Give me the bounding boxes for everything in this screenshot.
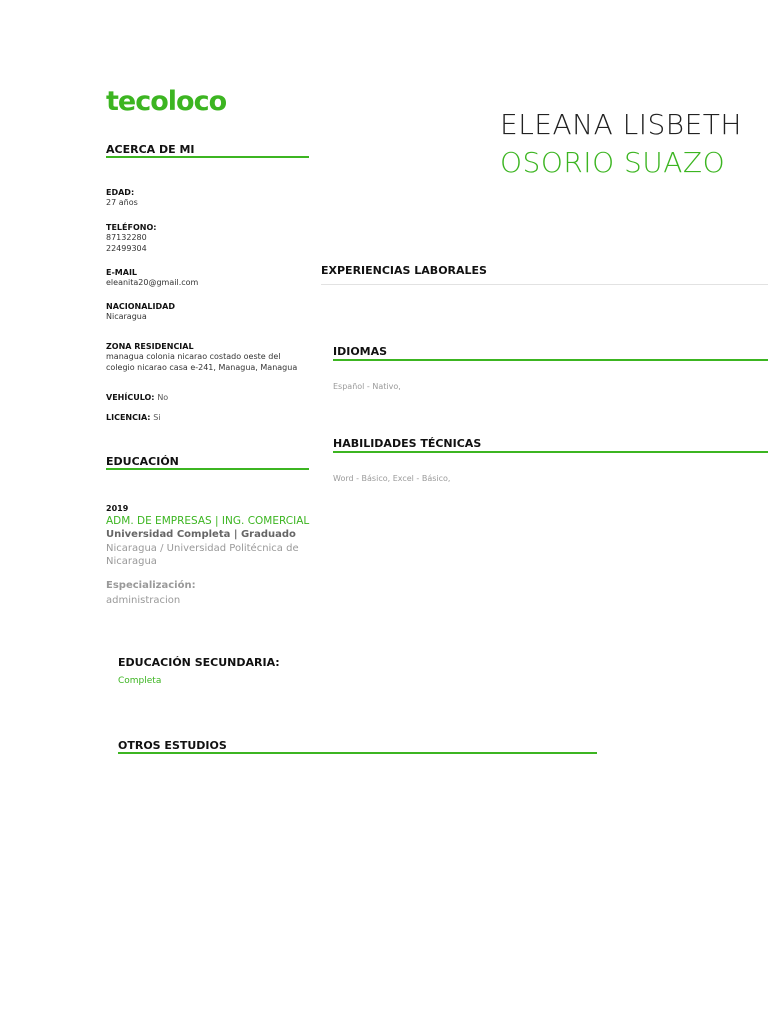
other-studies-divider	[118, 752, 597, 754]
vehicle-row	[106, 393, 168, 402]
vehicle-value: No	[157, 393, 169, 402]
nationality-value: Nicaragua	[106, 312, 147, 321]
secondary-value: Completa	[118, 676, 162, 686]
age-block	[106, 188, 138, 208]
experience-title: EXPERIENCIAS LABORALES	[321, 264, 487, 277]
education-status: Universidad Completa | Graduado	[106, 529, 296, 540]
residence-block	[106, 342, 297, 373]
phone-2: 22499304	[106, 244, 147, 253]
education-degree: ADM. DE EMPRESAS | ING. COMERCIAL	[106, 515, 310, 527]
residence-line-2: colegio nicarao casa e-241, Managua, Managua	[106, 363, 298, 372]
age-label: EDAD:	[106, 188, 135, 197]
secondary-title: EDUCACIÓN SECUNDARIA:	[118, 656, 280, 669]
phone-1: 87132280	[106, 233, 147, 242]
email-block	[106, 268, 198, 288]
nationality-label: NACIONALIDAD	[106, 302, 175, 311]
languages-divider	[333, 359, 768, 361]
other-studies-title: OTROS ESTUDIOS	[118, 739, 227, 752]
email-label: E-MAIL	[106, 268, 138, 277]
languages-text: Español - Nativo,	[333, 382, 401, 391]
residence-label: ZONA RESIDENCIAL	[106, 342, 194, 351]
skills-text: Word - Básico, Excel - Básico,	[333, 474, 451, 483]
vehicle-label: VEHÍCULO:	[106, 393, 155, 402]
education-divider	[106, 468, 309, 470]
email-value[interactable]: eleanita20@gmail.com	[106, 278, 199, 287]
phone-block	[106, 223, 156, 254]
languages-title: IDIOMAS	[333, 345, 388, 358]
education-year: 2019	[106, 504, 129, 513]
skills-title: HABILIDADES TÉCNICAS	[333, 437, 482, 450]
license-value: Si	[153, 413, 161, 422]
education-institution-line-2: Nicaragua	[106, 556, 157, 567]
phone-label: TELÉFONO:	[106, 223, 157, 232]
specialization-label: Especialización:	[106, 580, 196, 591]
residence-line-1: managua colonia nicarao costado oeste del	[106, 352, 281, 361]
about-title: ACERCA DE MI	[106, 143, 195, 156]
nationality-block	[106, 302, 175, 322]
age-value: 27 años	[106, 198, 138, 207]
experience-divider	[321, 284, 768, 285]
about-divider	[106, 156, 309, 158]
first-name: ELEANA LISBETH	[500, 108, 742, 141]
specialization-value: administracion	[106, 595, 181, 606]
education-institution-line-1: Nicaragua / Universidad Politécnica de	[106, 543, 299, 554]
last-name: OSORIO SUAZO	[500, 146, 726, 179]
brand-logo: tecoloco	[106, 86, 227, 117]
license-row	[106, 413, 161, 422]
education-title: EDUCACIÓN	[106, 455, 179, 468]
skills-divider	[333, 451, 768, 453]
license-label: LICENCIA:	[106, 413, 151, 422]
